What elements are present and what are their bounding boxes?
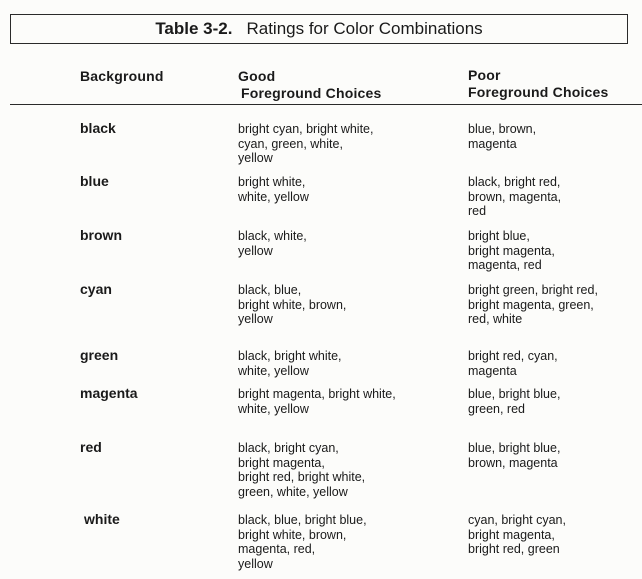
header-background-label: Background [80, 68, 164, 84]
header-good-line-1: Good [238, 68, 276, 84]
cell-good-choices: bright white, white, yellow [238, 175, 309, 204]
header-good-line-2: Foreground Choices [241, 85, 382, 101]
cell-good-choices: black, bright white, white, yellow [238, 349, 342, 378]
header-divider [10, 104, 642, 105]
cell-background: white [84, 511, 120, 527]
cell-background: blue [80, 173, 109, 189]
table-label: Table 3-2. [155, 19, 233, 38]
cell-poor-choices: bright blue, bright magenta, magenta, red [468, 229, 555, 273]
cell-poor-choices: bright green, bright red, bright magenta, green, red, white [468, 283, 598, 327]
cell-good-choices: black, blue, bright blue, bright white, brown, magenta, red, yellow [238, 513, 367, 571]
table-title-box [10, 14, 628, 44]
cell-background: green [80, 347, 119, 363]
cell-background: red [80, 439, 102, 455]
header-background [80, 68, 164, 85]
cell-background: brown [80, 227, 122, 243]
cell-good-choices: bright magenta, bright white, white, yellow [238, 387, 396, 416]
table-title: Ratings for Color Combinations [246, 19, 483, 38]
header-poor-foreground [468, 67, 609, 101]
cell-good-choices: black, white, yellow [238, 229, 307, 258]
header-poor-line-2: Foreground Choices [468, 84, 609, 100]
cell-poor-choices: black, bright red, brown, magenta, red [468, 175, 562, 219]
cell-poor-choices: cyan, bright cyan, bright magenta, bright red, green [468, 513, 566, 557]
cell-background: black [80, 120, 116, 136]
cell-poor-choices: blue, bright blue, green, red [468, 387, 561, 416]
cell-poor-choices: blue, bright blue, brown, magenta [468, 441, 561, 470]
cell-poor-choices: bright red, cyan, magenta [468, 349, 558, 378]
cell-good-choices: bright cyan, bright white, cyan, green, white, yellow [238, 122, 374, 166]
cell-good-choices: black, bright cyan, bright magenta, bright red, bright white, green, white, yellow [238, 441, 366, 499]
cell-poor-choices: blue, brown, magenta [468, 122, 537, 151]
cell-background: cyan [80, 281, 112, 297]
cell-background: magenta [80, 385, 138, 401]
header-good-foreground [238, 68, 382, 102]
cell-good-choices: black, blue, bright white, brown, yellow [238, 283, 347, 327]
header-poor-line-1: Poor [468, 67, 501, 83]
